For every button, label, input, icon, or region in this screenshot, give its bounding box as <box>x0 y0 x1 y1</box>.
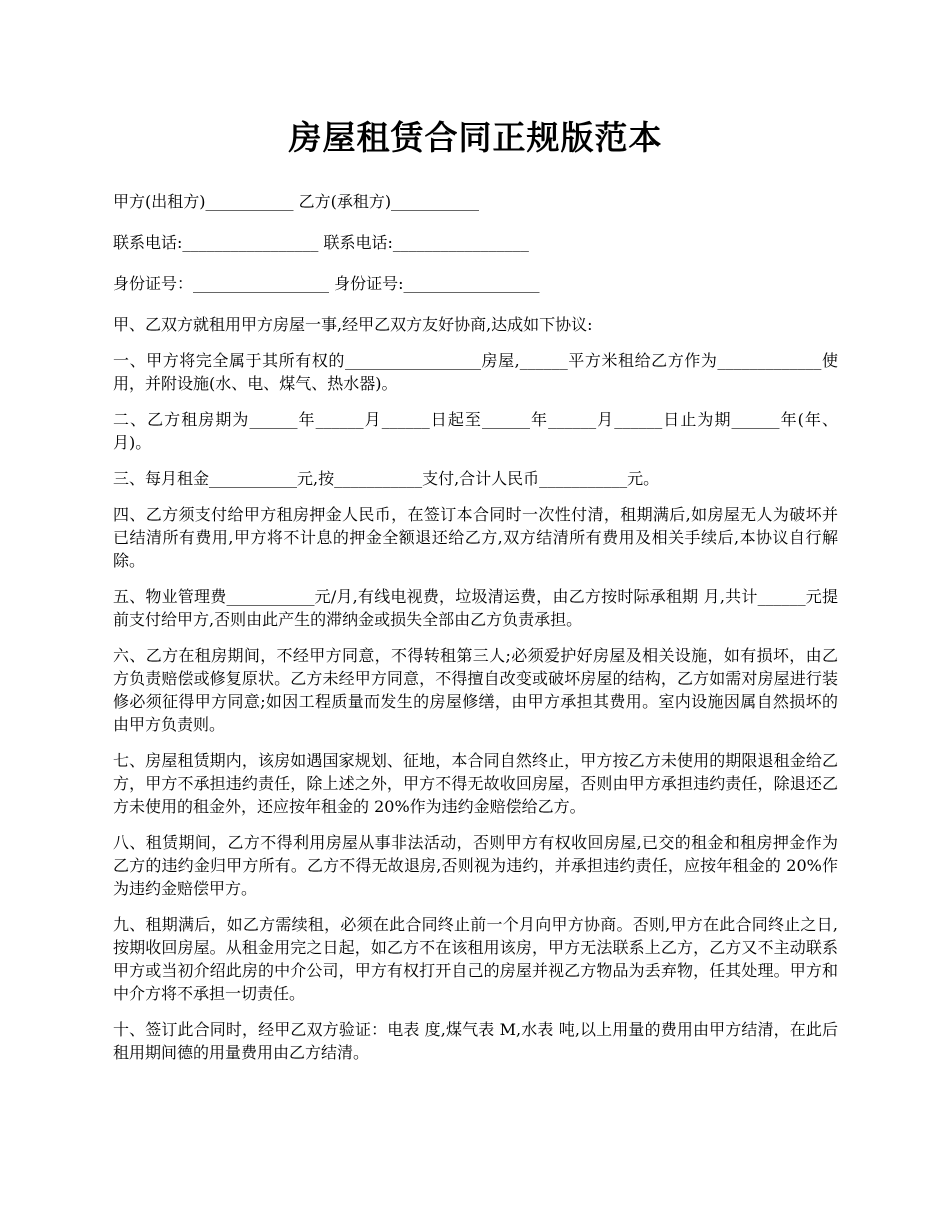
clause-2: 二、乙方租房期为______年______月______日起至______年______月______日止为期______年(年、月)。 <box>113 410 838 452</box>
id-number-line: 身份证号：_________________ 身份证号:_________________ <box>113 274 540 293</box>
contact-phone-line: 联系电话:_________________ 联系电话:_________________ <box>113 233 529 252</box>
clause-8: 八、租赁期间，乙方不得利用房屋从事非法活动，否则甲方有权收回房屋,已交的租金和租房押金作为乙方的违约金归甲方所有。乙方不得无故退房,否则视为违约，并承担违约责任，应按年租金的 20%作为违约金赔偿甲方。 <box>113 833 838 898</box>
clause-10: 十、签订此合同时，经甲乙双方验证：电表 度,煤气表 M,水表 吨,以上用量的费用由甲方结清，在此后租用期间德的用量费用由乙方结清。 <box>113 1020 838 1062</box>
clause-4: 四、乙方须支付给甲方租房押金人民币，在签订本合同时一次性付清，租期满后,如房屋无人为破坏并已结清所有费用,甲方将不计息的押金全额退还给乙方,双方结清所有费用及相关手续后,本协议自行解除。 <box>113 505 838 570</box>
clause-9: 九、租期满后，如乙方需续租，必须在此合同终止前一个月向甲方协商。否则,甲方在此合同终止之日,按期收回房屋。从租金用完之日起，如乙方不在该租用该房，甲方无法联系上乙方，乙方又不主动联系甲方或当初介绍此房的中介公司，甲方有权打开自己的房屋并视乙方物品为丢弃物，任其处理。甲方和中介方将不承担一切责任。 <box>113 915 838 1003</box>
clause-5: 五、物业管理费___________元/月,有线电视费，垃圾清运费，由乙方按时际承租期 月,共计______元提前支付给甲方,否则由此产生的滞纳金或损失全部由乙方负责承担。 <box>113 587 838 629</box>
party-names-line: 甲方(出租方)___________ 乙方(承租方)___________ <box>113 192 480 211</box>
clause-3: 三、每月租金___________元,按___________支付,合计人民币___________元。 <box>113 469 660 488</box>
clause-1: 一、甲方将完全属于其所有权的_________________房屋,______平方米租给乙方作为_____________使用，并附设施(水、电、煤气、热水器)。 <box>113 351 838 393</box>
clause-6: 六、乙方在租房期间，不经甲方同意，不得转租第三人;必须爱护好房屋及相关设施，如有损坏，由乙方负责赔偿或修复原状。乙方未经甲方同意，不得擅自改变或破坏房屋的结构，乙方如需对房屋进行装修必须征得甲方同意;如因工程质量而发生的房屋修缮，由甲方承担其费用。室内设施因属自然损坏的由甲方负责则。 <box>113 646 838 734</box>
document-title: 房屋租赁合同正规版范本 <box>288 118 663 157</box>
clause-7: 七、房屋租赁期内，该房如遇国家规划、征地，本合同自然终止，甲方按乙方未使用的期限退租金给乙方，甲方不承担违约责任，除上述之外，甲方不得无故收回房屋，否则由甲方承担违约责任，除退还乙方未使用的租金外，还应按年租金的 20%作为违约金赔偿给乙方。 <box>113 751 838 816</box>
agreement-intro: 甲、乙双方就租用甲方房屋一事,经甲乙双方友好协商,达成如下协议: <box>113 315 593 334</box>
